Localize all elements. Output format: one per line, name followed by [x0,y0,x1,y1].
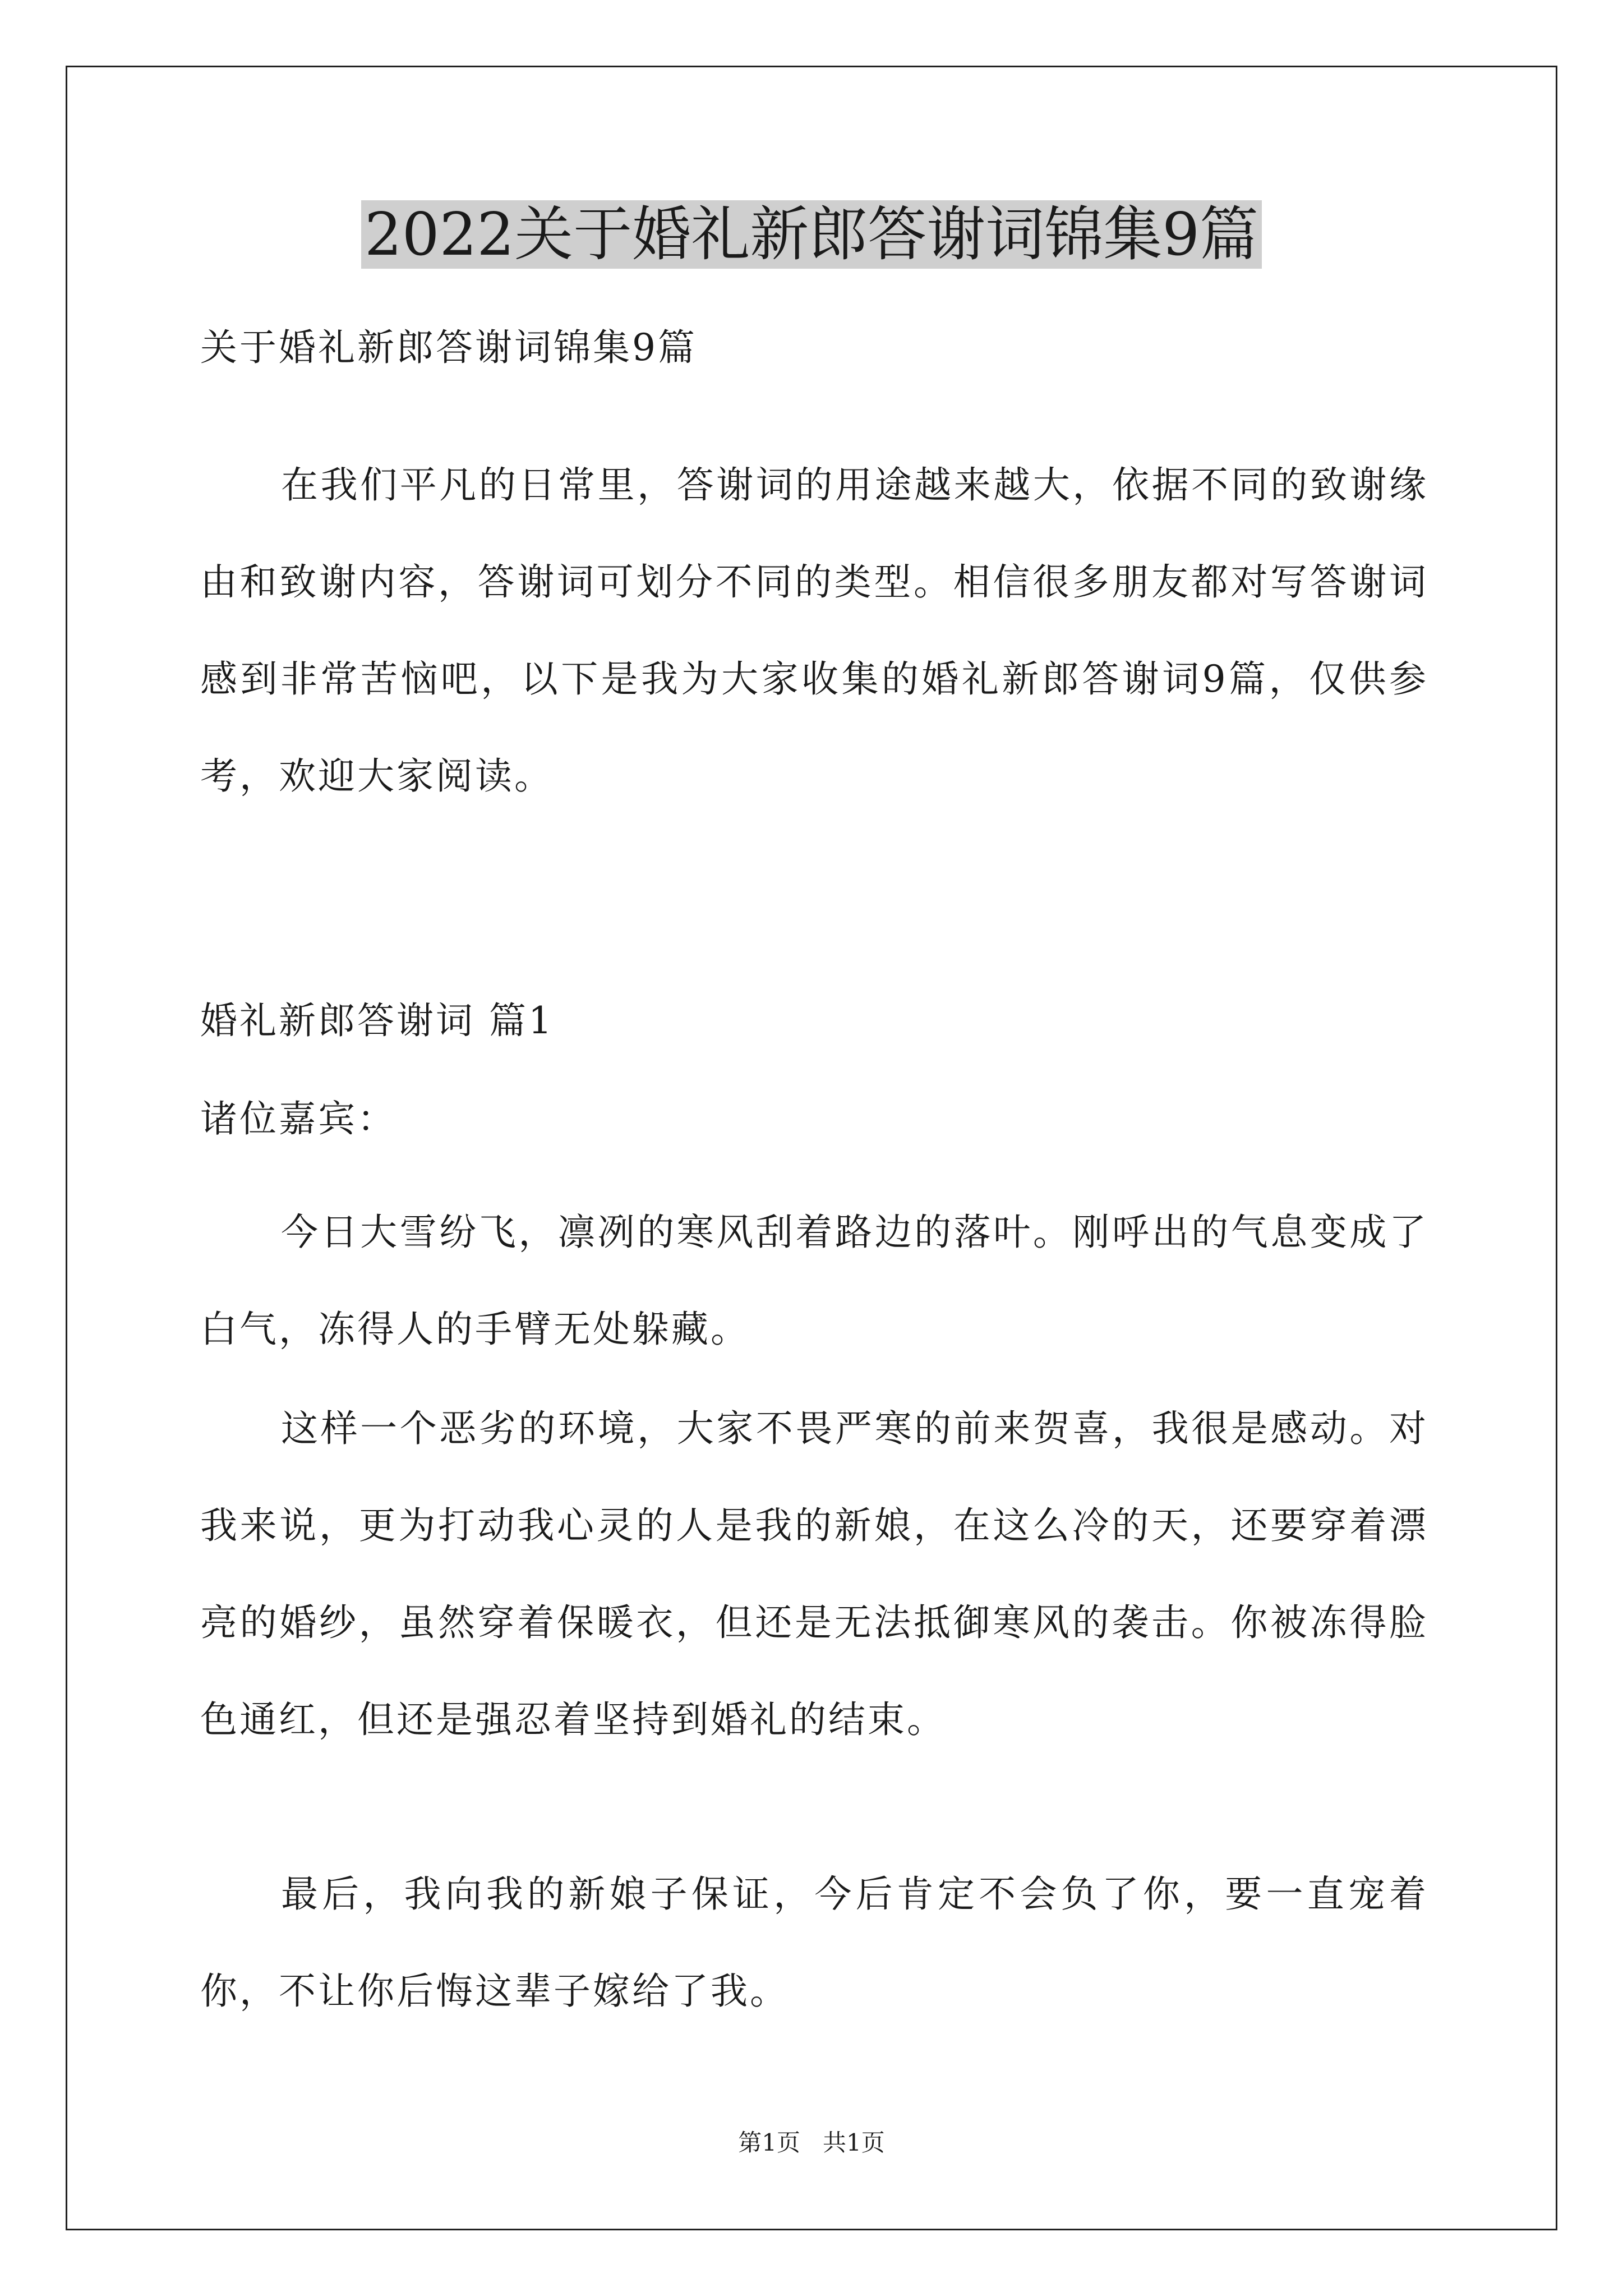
salutation: 诸位嘉宾： [200,1097,396,1140]
document-subtitle: 关于婚礼新郎答谢词锦集9篇 [200,326,697,369]
section-heading: 婚礼新郎答谢词 篇1 [200,999,554,1042]
document-title-text: 2022关于婚礼新郎答谢词锦集9篇 [361,200,1262,269]
document-title [0,192,1623,277]
intro-paragraph: 在我们平凡的日常里，答谢词的用途越来越大，依据不同的致谢缘由和致谢内容，答谢词可划分不同的类型。相信很多朋友都对写答谢词感到非常苦恼吧，以下是我为大家收集的婚礼新郎答谢词9篇，仅供参考，欢迎大家阅读。 [200,463,1428,798]
body-paragraph-2: 这样一个恶劣的环境，大家不畏严寒的前来贺喜，我很是感动。对我来说，更为打动我心灵的人是我的新娘，在这么冷的天，还要穿着漂亮的婚纱，虽然穿着保暖衣，但还是无法抵御寒风的袭击。你被冻得脸色通红，但还是强忍着坚持到婚礼的结束。 [200,1407,1428,1741]
body-paragraph-3: 最后，我向我的新娘子保证，今后肯定不会负了你，要一直宠着你，不让你后悔这辈子嫁给了我。 [200,1872,1428,2013]
body-paragraph-1: 今日大雪纷飞，凛冽的寒风刮着路边的落叶。刚呼出的气息变成了白气，冻得人的手臂无处躲藏。 [200,1211,1428,1351]
page-number-footer: 第1页 共1页 [738,2129,885,2156]
